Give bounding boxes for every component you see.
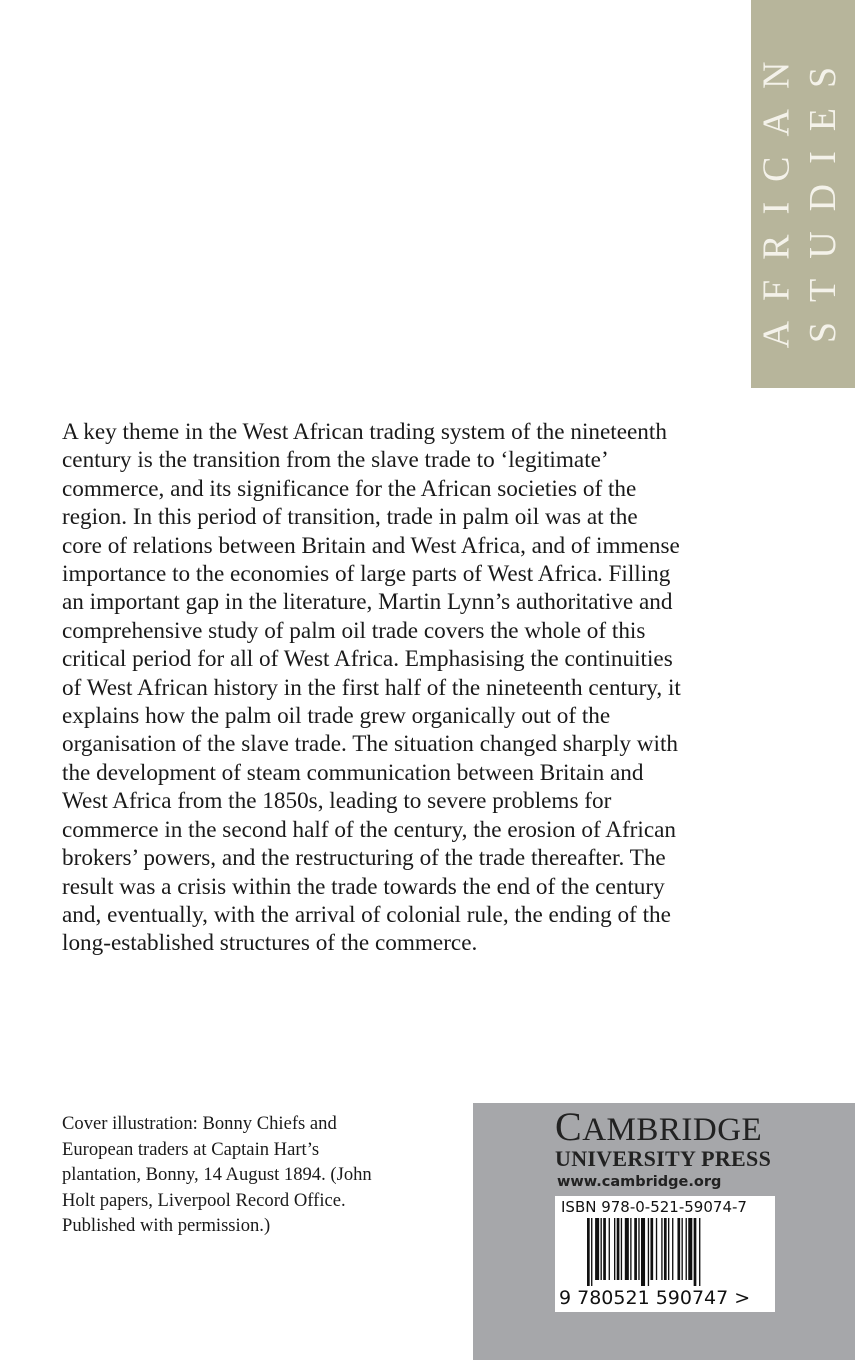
barcode-bar [634,1218,637,1280]
isbn-label: ISBN 978-0-521-59074-7 [561,1198,747,1216]
barcode-bar [587,1218,590,1286]
series-title-studies: STUDIES [802,46,845,344]
caption-line: Published with permission.) [62,1215,271,1237]
barcode-bar [617,1218,620,1280]
publisher-logo-line2: UNIVERSITY PRESS [555,1146,772,1171]
barcode-bar [591,1218,592,1286]
blurb-line: core of relations between Britain and West Africa, and of immense [62,532,680,559]
blurb-text [62,418,722,958]
blurb-line: century is the transition from the slave trade to ‘legitimate’ [62,447,609,474]
publisher-logo [555,1104,763,1149]
barcode-bar [694,1218,697,1286]
publisher-url: www.cambridge.org [557,1174,722,1190]
series-band [751,0,855,388]
barcode-bar [664,1218,667,1280]
barcode-bar [630,1218,631,1280]
barcode-panel [555,1196,775,1312]
caption-line: Holt papers, Liverpool Record Office. [62,1189,346,1211]
barcode-bar [656,1218,657,1280]
caption-line: European traders at Captain Hart’s [62,1138,320,1160]
blurb-line: an important gap in the literature, Martin Lynn’s authoritative and [62,589,673,616]
blurb-line: of West African history in the first half of the nineteenth century, it [62,674,681,701]
barcode-bar [641,1218,645,1286]
barcode-bar [677,1218,680,1280]
publisher-block [473,1103,855,1360]
barcode-bar [614,1218,615,1280]
blurb-line: West Africa from the 1850s, leading to severe problems for [62,788,612,815]
barcode-bar [688,1218,692,1280]
barcode-bar [668,1218,669,1280]
logo-initial: C [555,1104,583,1149]
logo-rest: AMBRIDGE [582,1112,763,1148]
blurb-line: result was a crisis within the trade towards the end of the century [62,873,665,900]
barcode-bar [595,1218,599,1280]
caption-line: plantation, Bonny, 14 August 1894. (John [62,1164,372,1186]
blurb-line: commerce in the second half of the century, the erosion of African [62,816,677,843]
barcode-digits: 9 780521 590747 > [559,1287,751,1309]
barcode-bar [672,1218,673,1280]
caption-line: Cover illustration: Bonny Chiefs and [62,1113,337,1134]
blurb-line: the development of steam communication between Britain and [62,759,644,786]
barcode-bar [661,1218,662,1280]
cover-illustration-caption [62,1111,372,1239]
blurb-line: long-established structures of the commerce. [62,930,478,957]
blurb-line: importance to the economies of large parts of West Africa. Filling [62,561,671,588]
blurb-line: commerce, and its significance for the African societies of the [62,475,637,502]
blurb-line: critical period for all of West Africa. Emphasising the continuities [62,646,673,673]
blurb-line: brokers’ powers, and the restructuring of the trade thereafter. The [62,845,666,872]
barcode-bar [686,1218,687,1280]
blurb-line: explains how the palm oil trade grew organically out of the [62,703,611,730]
barcode-bar [638,1218,639,1280]
series-title-african: AFRICAN [755,41,798,349]
barcode-bar [609,1218,610,1280]
barcode [587,1218,757,1286]
barcode-bar [625,1218,629,1280]
barcode-bar [603,1218,606,1280]
barcode-bar [682,1218,683,1280]
blurb-line: organisation of the slave trade. The situation changed sharply with [62,731,679,758]
blurb-line: and, eventually, with the arrival of colonial rule, the ending of the [62,901,671,928]
barcode-bar [650,1218,653,1280]
barcode-bar [621,1218,622,1280]
blurb-line: region. In this period of transition, trade in palm oil was at the [62,504,638,531]
blurb-line: A key theme in the West African trading system of the nineteenth [62,419,667,445]
barcode-bar [601,1218,602,1280]
barcode-bar [699,1218,700,1286]
blurb-line: comprehensive study of palm oil trade covers the whole of this [62,617,646,644]
barcode-bar [648,1218,649,1286]
